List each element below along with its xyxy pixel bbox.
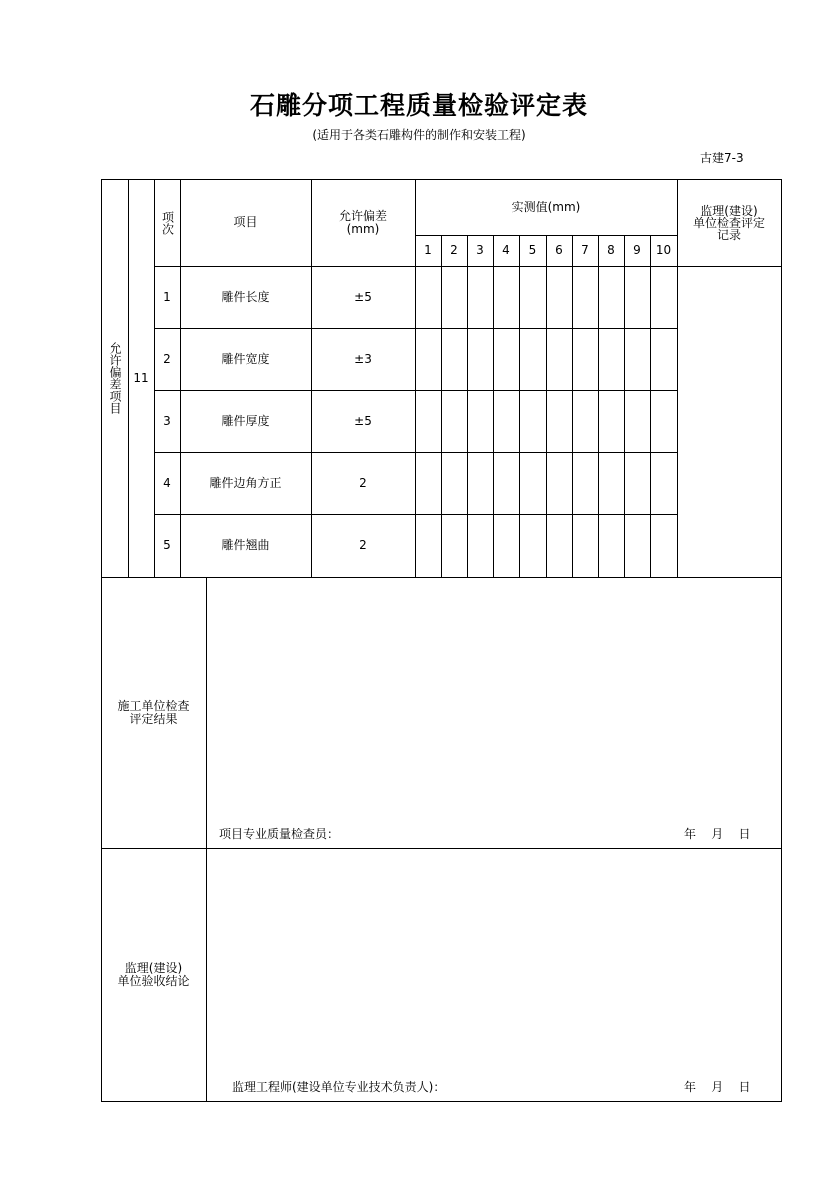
row-seq: 1	[163, 289, 171, 304]
measure-col-header: 2	[450, 243, 458, 257]
measure-col-header: 9	[633, 243, 641, 257]
row-item: 雕件厚度	[221, 413, 270, 428]
supervising-engineer-signature: 监理工程师(建设单位专业技术负责人)：	[232, 1080, 446, 1094]
row-tolerance: ±5	[354, 413, 372, 428]
measure-col-header: 4	[502, 243, 510, 257]
measure-col-header: 1	[424, 243, 432, 257]
side-label-text: 允许偏差项目	[108, 342, 122, 414]
row-item: 雕件边角方正	[209, 475, 282, 490]
row-tolerance: 2	[359, 475, 367, 490]
measure-col-header: 6	[555, 243, 563, 257]
quality-inspector-signature: 项目专业质量检查员：	[219, 827, 340, 841]
seq-header-text: 项次	[160, 210, 175, 235]
row-seq: 4	[163, 475, 171, 490]
item-header: 项目	[233, 215, 258, 229]
measure-col-header: 7	[581, 243, 589, 257]
measure-col-header: 5	[528, 243, 537, 257]
row-seq: 5	[163, 538, 171, 552]
measure-col-header: 8	[607, 243, 615, 257]
measure-col-header: 3	[476, 243, 484, 257]
page-subtitle: (适用于各类石雕构件的制作和安装工程)	[312, 128, 526, 142]
measured-header: 实测值(mm)	[511, 199, 581, 214]
form-code: 古建7-3	[700, 151, 744, 165]
row-tolerance: ±5	[354, 289, 372, 304]
row-item: 雕件宽度	[221, 351, 270, 366]
side-label	[101, 179, 128, 577]
row-tolerance: 2	[359, 538, 367, 552]
row-tolerance: ±3	[354, 351, 372, 366]
row-seq: 2	[163, 351, 171, 366]
tolerance-header: 允许偏差 (mm)	[338, 208, 387, 236]
supervision-date: 年 月 日	[684, 1080, 751, 1094]
seq-header	[154, 179, 180, 266]
construction-result-label: 施工单位检查 评定结果	[117, 698, 190, 726]
row-seq: 3	[163, 413, 171, 428]
measure-col-header: 10	[655, 243, 672, 257]
supervisor-record-header: 监理(建设) 单位检查评定 记录	[692, 203, 765, 242]
page-title: 石雕分项工程质量检验评定表	[249, 91, 588, 120]
construction-date: 年 月 日	[684, 827, 751, 841]
row-item: 雕件长度	[221, 289, 270, 304]
supervision-conclusion-label: 监理(建设) 单位验收结论	[117, 960, 190, 988]
side-number: 11	[133, 370, 149, 385]
row-item: 雕件翘曲	[221, 538, 270, 552]
